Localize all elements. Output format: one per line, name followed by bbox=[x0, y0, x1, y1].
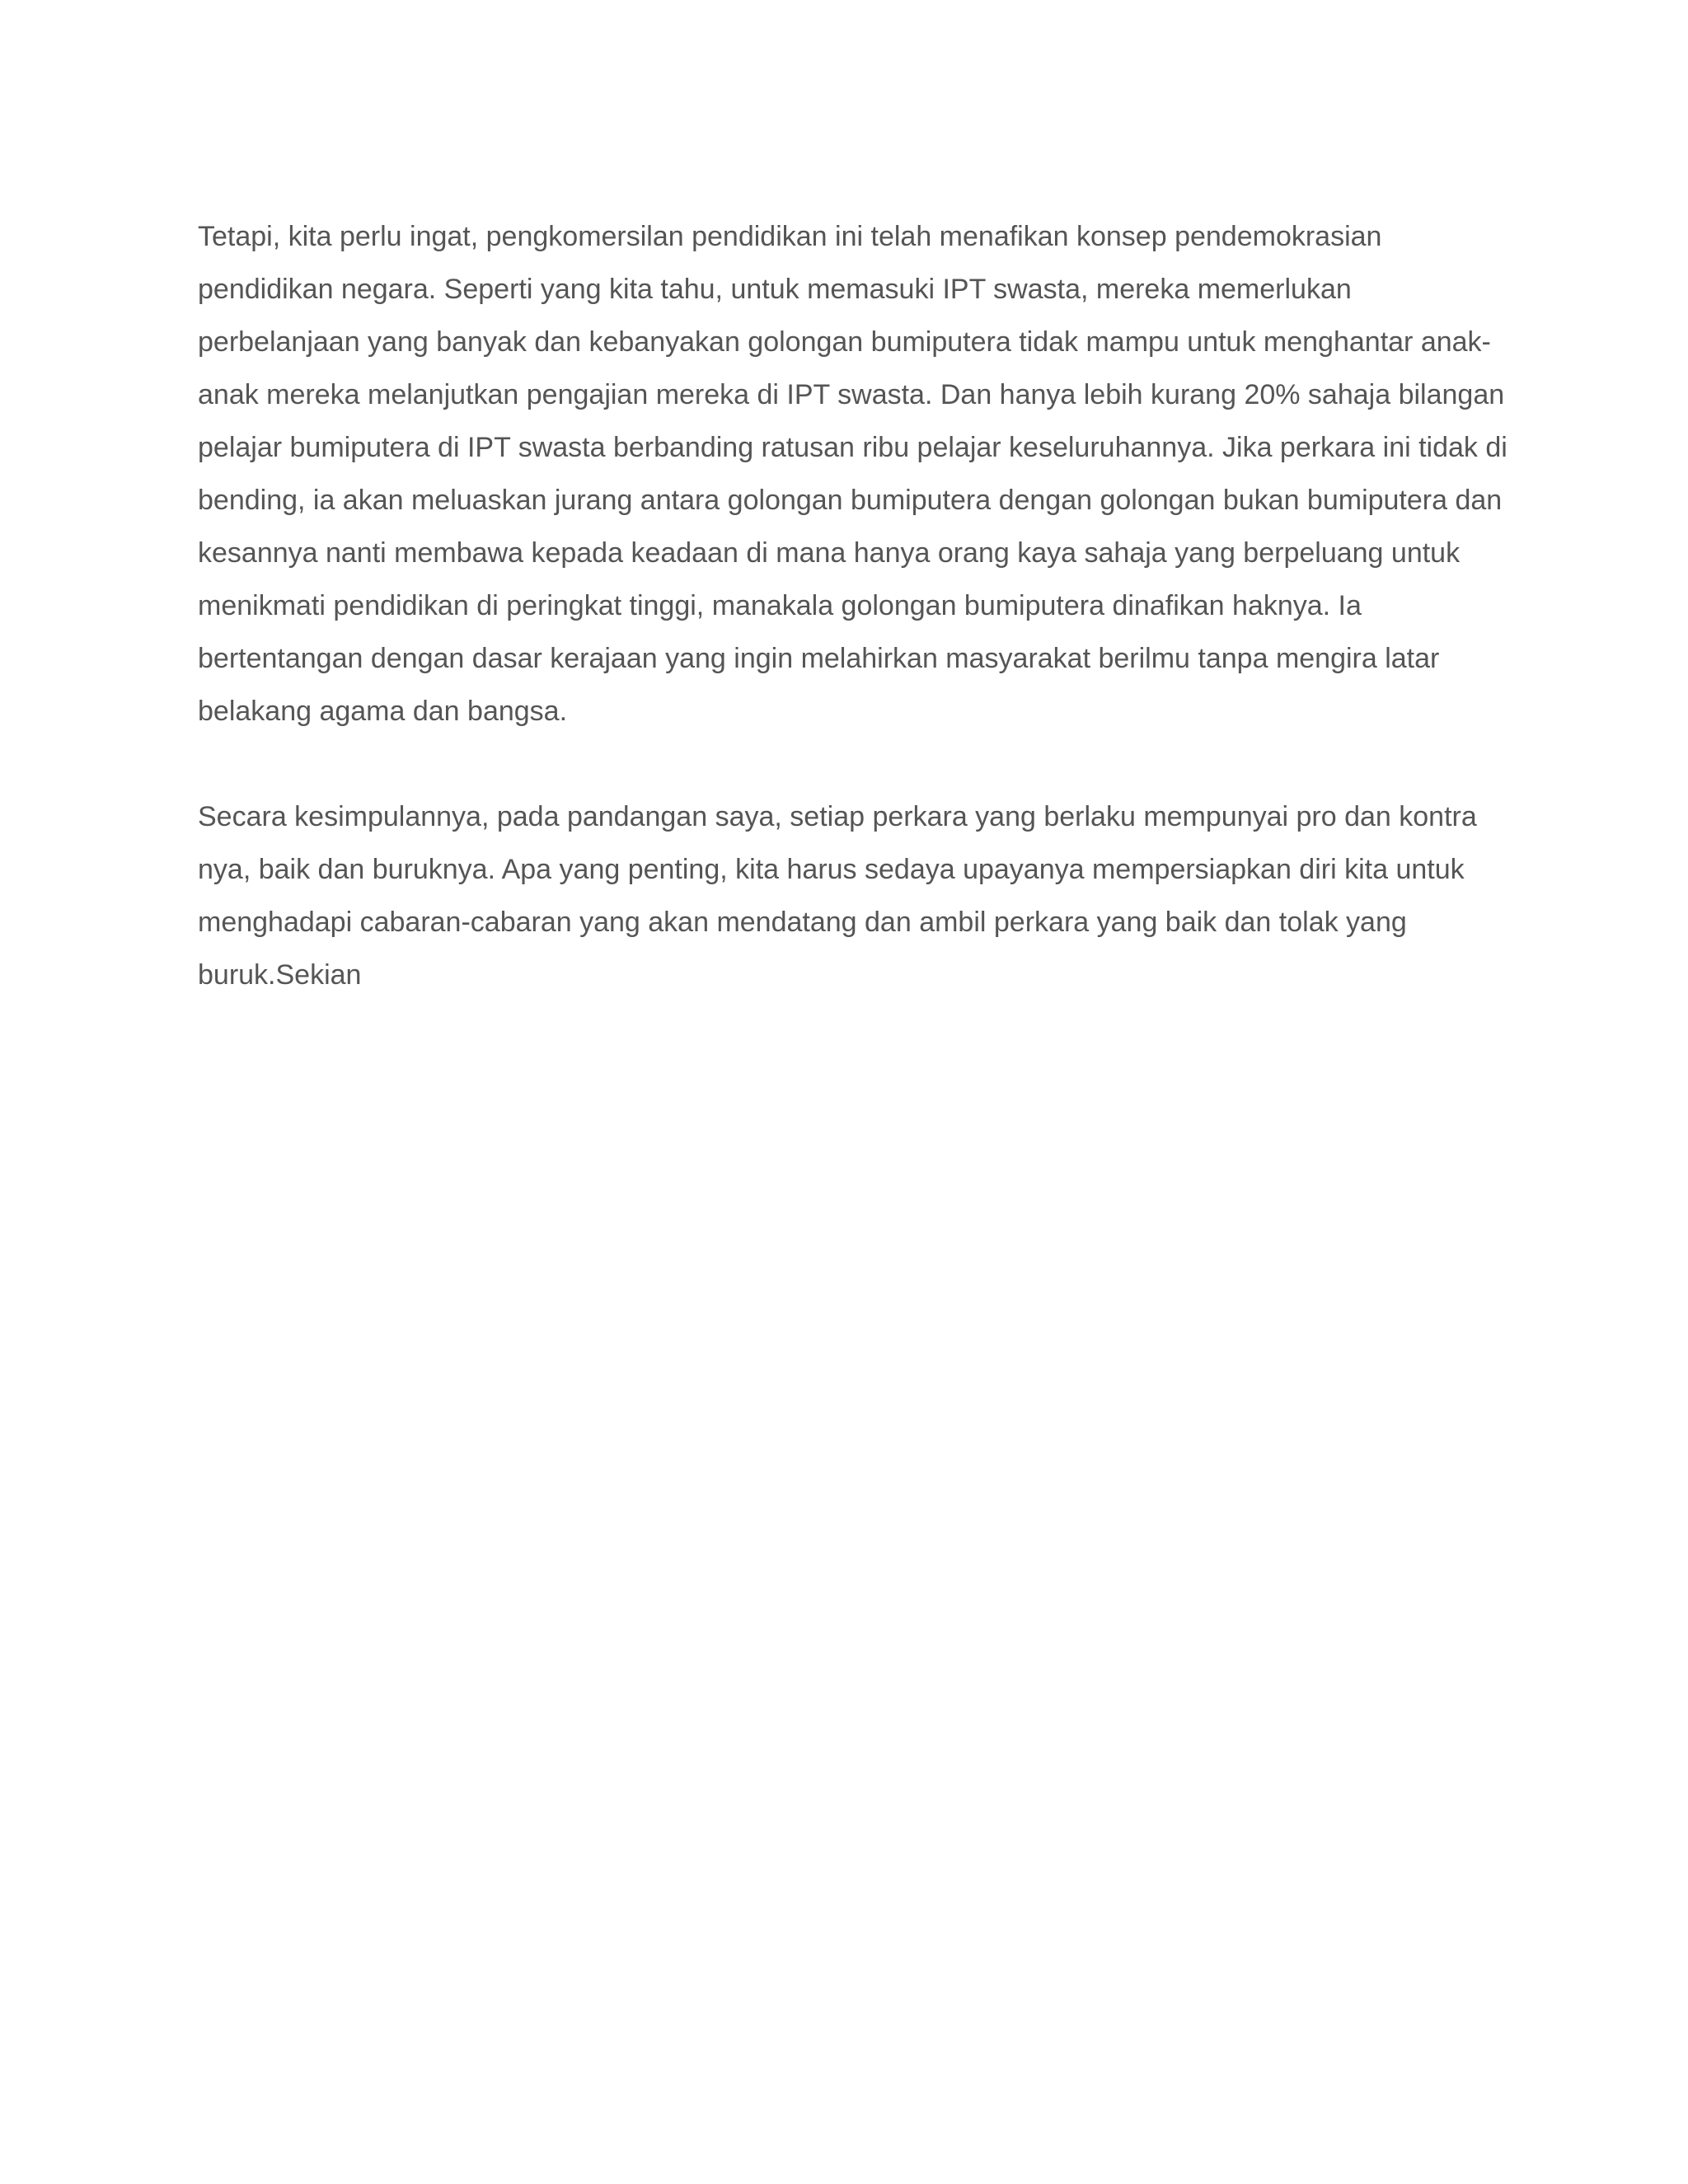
text-line: nya, baik dan buruknya. Apa yang penting, kita harus sedaya upayanya mempersiapkan diri kita untuk bbox=[198, 854, 1465, 885]
document-body bbox=[198, 210, 1507, 1001]
text-line: kesannya nanti membawa kepada keadaan di mana hanya orang kaya sahaja yang berpeluang untuk bbox=[198, 537, 1461, 569]
text-line: menghadapi cabaran-cabaran yang akan mendatang dan ambil perkara yang baik dan tolak yang bbox=[198, 907, 1407, 938]
text-line: bending, ia akan meluaskan jurang antara golongan bumiputera dengan golongan bukan bumiputera dan bbox=[198, 485, 1503, 516]
text-line: buruk.Sekian bbox=[198, 959, 362, 991]
text-line: pelajar bumiputera di IPT swasta berbanding ratusan ribu pelajar keseluruhannya. Jika perkara ini tidak di bbox=[198, 432, 1507, 463]
text-line: anak mereka melanjutkan pengajian mereka di IPT swasta. Dan hanya lebih kurang 20% sahaja bilangan bbox=[198, 379, 1505, 410]
text-line: pendidikan negara. Seperti yang kita tahu, untuk memasuki IPT swasta, mereka memerlukan bbox=[198, 274, 1352, 305]
text-line: Tetapi, kita perlu ingat, pengkomersilan pendidikan ini telah menafikan konsep pendemokrasian bbox=[198, 221, 1382, 252]
text-line: menikmati pendidikan di peringkat tinggi, manakala golongan bumiputera dinafikan haknya. Ia bbox=[198, 590, 1362, 621]
text-line: belakang agama dan bangsa. bbox=[198, 696, 568, 727]
paragraph-argument bbox=[198, 210, 1507, 738]
text-line: bertentangan dengan dasar kerajaan yang ingin melahirkan masyarakat berilmu tanpa mengira latar bbox=[198, 643, 1440, 674]
text-line: Secara kesimpulannya, pada pandangan saya, setiap perkara yang berlaku mempunyai pro dan kontra bbox=[198, 801, 1477, 832]
text-line: perbelanjaan yang banyak dan kebanyakan golongan bumiputera tidak mampu untuk menghantar anak- bbox=[198, 326, 1491, 358]
paragraph-conclusion bbox=[198, 790, 1500, 1001]
